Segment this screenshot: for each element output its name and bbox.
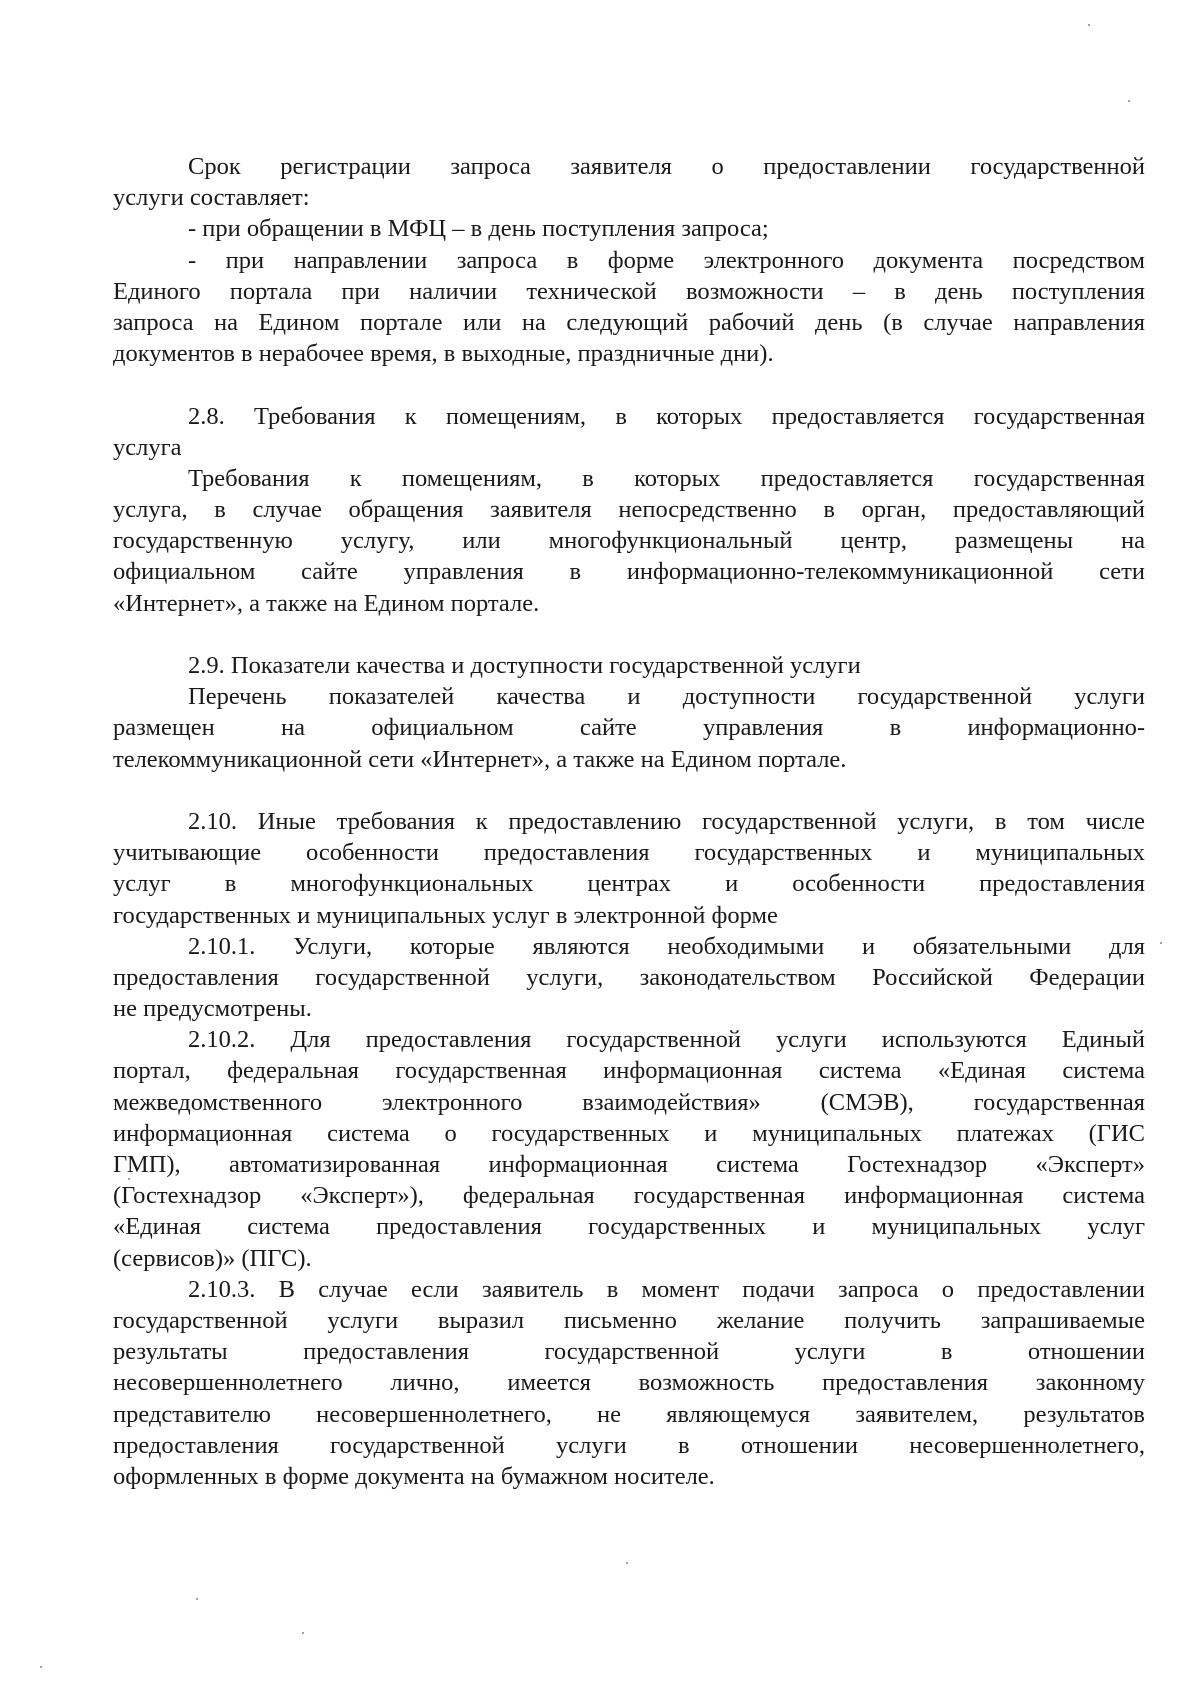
text-line: телекоммуникационной сети «Интернет», а также на Едином портале. xyxy=(113,745,847,773)
section-heading-line: 2.10. Иные требования к предоставлению государственной услуги, в том числе xyxy=(188,807,1145,835)
text-line: (Гостехнадзор «Эксперт»), федеральная государственная информационная система xyxy=(113,1182,1145,1210)
text-line: оформленных в форме документа на бумажном носителе. xyxy=(113,1462,715,1490)
text-line: - при направлении запроса в форме электронного документа посредством xyxy=(188,246,1145,274)
section-heading-line: услуг в многофункциональных центрах и особенности предоставления xyxy=(113,870,1145,898)
text-line: предоставления государственной услуги в отношении несовершеннолетнего, xyxy=(113,1431,1145,1459)
text-line: не предусмотрены. xyxy=(113,995,312,1023)
scan-speck xyxy=(1160,942,1162,944)
text-line: запроса на Едином портале или на следующий рабочий день (в случае направления xyxy=(113,308,1145,336)
text-line: информационная система о государственных и муниципальных платежах (ГИС xyxy=(113,1119,1145,1147)
paragraph-gap xyxy=(113,619,1145,650)
text-line: официальном сайте управления в информационно-телекоммуникационной сети xyxy=(113,558,1145,586)
text-line: - при обращении в МФЦ – в день поступления запроса; xyxy=(188,215,769,243)
section-heading-line: 2.8. Требования к помещениям, в которых предоставляется государственная xyxy=(188,402,1145,430)
scan-speck xyxy=(1088,24,1090,26)
text-line: услуга, в случае обращения заявителя непосредственно в орган, предоставляющий xyxy=(113,496,1145,524)
text-line: 2.10.2. Для предоставления государственной услуги используются Единый xyxy=(188,1026,1145,1054)
text-line: несовершеннолетнего лично, имеется возможность предоставления законному xyxy=(113,1369,1145,1397)
document-page xyxy=(113,151,1145,1492)
text-line: государственную услугу, или многофункциональный центр, размещены на xyxy=(113,527,1145,555)
scan-speck xyxy=(626,1562,628,1564)
text-line: Срок регистрации запроса заявителя о предоставлении государственной xyxy=(188,153,1145,180)
section-heading-line: учитывающие особенности предоставления государственных и муниципальных xyxy=(113,839,1145,867)
text-line: «Интернет», а также на Едином портале. xyxy=(113,589,540,617)
text-line: Перечень показателей качества и доступности государственной услуги xyxy=(188,683,1145,711)
text-line: услуги составляет: xyxy=(113,184,310,212)
section-heading-line: 2.9. Показатели качества и доступности государственной услуги xyxy=(188,652,861,679)
paragraph-gap xyxy=(113,369,1145,400)
scan-speck xyxy=(128,1178,130,1180)
text-line: представителю несовершеннолетнего, не являющемуся заявителем, результатов xyxy=(113,1400,1145,1428)
text-line: межведомственного электронного взаимодействия» (СМЭВ), государственная xyxy=(113,1088,1145,1116)
text-line: Требования к помещениям, в которых предоставляется государственная xyxy=(188,464,1145,492)
text-line: портал, федеральная государственная информационная система «Единая система xyxy=(113,1057,1145,1085)
text-line: предоставления государственной услуги, законодательством Российской Федерации xyxy=(113,963,1145,991)
scan-speck xyxy=(196,1598,198,1600)
text-line: размещен на официальном сайте управления в информационно- xyxy=(113,714,1145,742)
text-line: «Единая система предоставления государственных и муниципальных услуг xyxy=(113,1213,1145,1241)
scan-speck xyxy=(302,1632,304,1634)
text-line: 2.10.1. Услуги, которые являются необходимыми и обязательными для xyxy=(188,932,1145,960)
text-line: ГМП), автоматизированная информационная система Гостехнадзор «Эксперт» xyxy=(113,1151,1145,1178)
text-line: Единого портала при наличии технической возможности – в день поступления xyxy=(113,277,1145,305)
text-line: 2.10.3. В случае если заявитель в момент подачи запроса о предоставлении xyxy=(188,1275,1145,1303)
text-line: (сервисов)» (ПГС). xyxy=(113,1244,312,1272)
paragraph-gap xyxy=(113,775,1145,806)
text-line: государственной услуги выразил письменно желание получить запрашиваемые xyxy=(113,1306,1145,1334)
section-heading-line: государственных и муниципальных услуг в электронной форме xyxy=(113,901,778,929)
text-line: документов в нерабочее время, в выходные, праздничные дни). xyxy=(113,340,774,368)
scan-speck xyxy=(40,1666,42,1668)
section-heading-line: услуга xyxy=(113,433,182,461)
text-line: результаты предоставления государственной услуги в отношении xyxy=(113,1338,1145,1366)
scan-speck xyxy=(1128,100,1130,102)
